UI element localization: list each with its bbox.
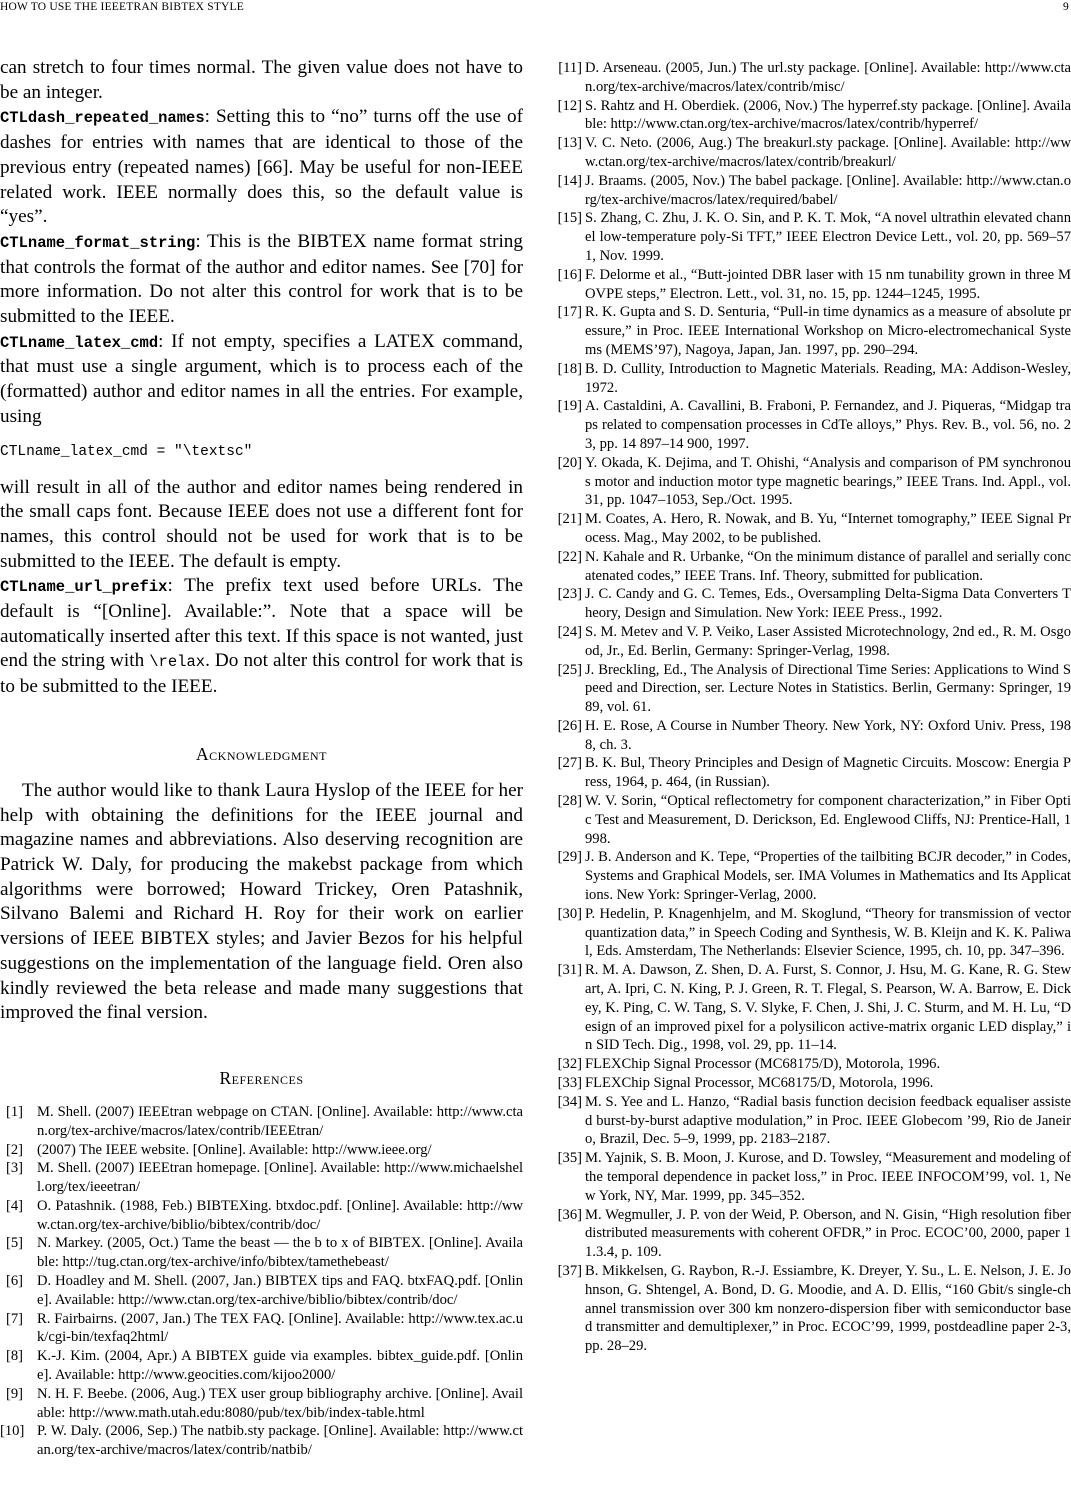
reference-number: [5] — [6, 1235, 24, 1252]
ctl-description-end: . Do not alter this control for work that is to be submitted to the IEEE. — [0, 650, 523, 698]
reference-item — [0, 1197, 523, 1235]
reference-text: M. Coates, A. Hero, R. Nowak, and B. Yu, “Internet tomography,” IEEE Signal Process. Mag., May 2002, to be published. — [585, 511, 1071, 546]
reference-item — [548, 754, 1071, 792]
reference-item — [548, 134, 1071, 172]
reference-number: [16] — [557, 266, 582, 283]
reference-text: P. W. Daly. (2006, Sep.) The natbib.sty package. [Online]. Available: http://www.ctan.org/tex-archive/macros/latex/contrib/natbib/ — [37, 1423, 523, 1459]
ctl-description: : If not empty, specifies a LATEX command, that must use a single argument, which is to process each of the (formatted) author and editor names in all the entries. For example, using — [0, 330, 523, 427]
reference-text: D. Hoadley and M. Shell. (2007, Jan.) BIBTEX tips and FAQ. btxFAQ.pdf. [Online]. Available: http://www.ctan.org/tex-archive/biblio/bibtex/contrib/doc/ — [37, 1273, 523, 1308]
reference-text: W. V. Sorin, “Optical reflectometry for component characterization,” in Fiber Optic Test and Measurement, D. Derickson, Ed. Englewood Cliffs, NJ: Prentice-Hall, 1998. — [585, 793, 1071, 847]
reference-item — [548, 1093, 1071, 1149]
reference-number: [3] — [6, 1160, 24, 1177]
reference-number: [14] — [557, 172, 582, 189]
reference-text: N. H. F. Beebe. (2006, Aug.) TEX user group bibliography archive. [Online]. Available: http://www.math.utah.edu:8080/pub/tex/bib/index-table.html — [37, 1385, 523, 1421]
references-heading: References — [219, 1067, 304, 1088]
reference-text: FLEXChip Signal Processor, MC68175/D, Motorola, 1996. — [585, 1075, 934, 1092]
right-column — [548, 59, 1071, 1356]
relax-command: \relax — [149, 653, 206, 672]
reference-number: [34] — [557, 1093, 582, 1110]
reference-number: [24] — [557, 623, 582, 640]
reference-text: J. C. Candy and G. C. Temes, Eds., Oversampling Delta-Sigma Data Converters Theory, Design and Simulation. New York: IEEE Press., 1992. — [585, 586, 1071, 622]
reference-item — [548, 454, 1071, 510]
references-list-left — [0, 1103, 523, 1460]
reference-text: R. Fairbairns. (2007, Jan.) The TEX FAQ. [Online]. Available: http://www.tex.ac.uk/cgi-bin/texfaq2html/ — [37, 1310, 523, 1346]
reference-number: [33] — [557, 1075, 582, 1092]
reference-number: [31] — [557, 962, 582, 979]
reference-number: [23] — [557, 586, 582, 603]
reference-number: [2] — [6, 1141, 24, 1158]
reference-item — [548, 623, 1071, 661]
reference-item — [0, 1385, 523, 1423]
reference-text: B. K. Bul, Theory Principles and Design of Magnetic Circuits. Moscow: Energia Press, 1964, p. 464, (in Russian). — [585, 755, 1071, 791]
reference-text: V. C. Neto. (2006, Aug.) The breakurl.sty package. [Online]. Available: http://www.ctan.org/tex-archive/macros/latex/contrib/breakurl/ — [585, 135, 1071, 170]
reference-item — [548, 961, 1071, 1055]
reference-number: [9] — [6, 1385, 24, 1402]
reference-number: [36] — [557, 1206, 582, 1223]
reference-number: [25] — [557, 661, 582, 678]
reference-text: J. Breckling, Ed., The Analysis of Directional Time Series: Applications to Wind Speed and Direction, ser. Lecture Notes in Statistics. Berlin, Germany: Springer, 1989, vol. 61. — [585, 661, 1071, 716]
reference-item — [548, 1262, 1071, 1356]
reference-number: [6] — [6, 1273, 24, 1290]
reference-number: [12] — [557, 97, 582, 114]
reference-text: P. Hedelin, P. Knagenhjelm, and M. Skoglund, “Theory for transmission of vector quantization data,” in Speech Coding and Synthesis, W. B. Kleijn and K. K. Paliwal, Eds. Amsterdam, The Netherlands: Elsevier Science, 1995, ch. 10, pp. 347–396. — [585, 905, 1071, 960]
paragraph-after-code: will result in all of the author and editor names being rendered in the small caps font. Because IEEE does not use a different font for names, this control should not be used for work that is to be submitted to the IEEE. The default is empty. — [0, 476, 523, 572]
paragraph-ctl-dash — [0, 105, 523, 230]
reference-number: [28] — [557, 793, 582, 810]
reference-number: [35] — [557, 1150, 582, 1167]
reference-text: M. Wegmuller, J. P. von der Weid, P. Oberson, and N. Gisin, “High resolution fiber distributed measurements with coherent OFDR,” in Proc. ECOC’00, 2000, paper 11.3.4, p. 109. — [585, 1206, 1071, 1261]
reference-number: [8] — [6, 1348, 24, 1365]
reference-item — [548, 1206, 1071, 1262]
reference-text: S. M. Metev and V. P. Veiko, Laser Assisted Microtechnology, 2nd ed., R. M. Osgood, Jr., Ed. Berlin, Germany: Springer-Verlag, 1998. — [585, 623, 1071, 659]
reference-number: [17] — [557, 304, 582, 321]
reference-text: D. Arseneau. (2005, Jun.) The url.sty package. [Online]. Available: http://www.ctan.org/tex-archive/macros/latex/contrib/misc/ — [585, 60, 1071, 95]
reference-number: [27] — [557, 755, 582, 772]
reference-number: [20] — [557, 454, 582, 471]
reference-text: S. Zhang, C. Zhu, J. K. O. Sin, and P. K. T. Mok, “A novel ultrathin elevated channel low-temperature poly-Si TFT,” IEEE Electron Device Lett., vol. 20, pp. 569–571, Nov. 1999. — [585, 210, 1071, 264]
ctl-term: CTLname_format_string — [0, 233, 196, 252]
reference-text: K.-J. Kim. (2004, Apr.) A BIBTEX guide via examples. bibtex_guide.pdf. [Online]. Available: http://www.geocities.com/kijoo2000/ — [37, 1348, 523, 1384]
reference-item — [548, 303, 1071, 359]
code-example: CTLname_latex_cmd = "\textsc" — [0, 443, 253, 460]
reference-item — [548, 1074, 1071, 1093]
reference-text: M. S. Yee and L. Hanzo, “Radial basis function decision feedback equaliser assisted burst-by-burst adaptive modulation,” in Proc. IEEE Globecom ’99, Rio de Janeiro, Brazil, Dec. 5–9, 1999, pp. 2183–2187. — [585, 1093, 1071, 1148]
reference-number: [18] — [557, 360, 582, 377]
reference-number: [26] — [557, 717, 582, 734]
reference-text: (2007) The IEEE website. [Online]. Available: http://www.ieee.org/ — [37, 1141, 432, 1158]
reference-number: [4] — [6, 1197, 24, 1214]
reference-text: R. K. Gupta and S. D. Senturia, “Pull-in time dynamics as a measure of absolute pressure,” in Proc. IEEE International Workshop on Micro-electromechanical Systems (MEMS’97), Nagoya, Japan, Jan. 1997, pp. 290–294. — [585, 304, 1071, 358]
reference-text: R. M. A. Dawson, Z. Shen, D. A. Furst, S. Connor, J. Hsu, M. G. Kane, R. G. Stewart, A. Ipri, C. N. King, P. J. Green, R. T. Flegal, S. Pearson, W. A. Barrow, E. Dickey, K. Ping, C. W. Tang, S. V. Slyke, F. Chen, J. Shi, J. C. Sturm, and M. H. Lu, “Design of an improved pixel for a polysilicon active-matrix organic LED display,” in SID Tech. Dig., 1998, vol. 29, pp. 11–14. — [585, 962, 1071, 1054]
page-number: 9 — [1063, 1, 1069, 13]
reference-text: J. B. Anderson and K. Tepe, “Properties of the tailbiting BCJR decoder,” in Codes, Systems and Graphical Models, ser. IMA Volumes in Mathematics and Its Applications. New York: Springer-Verlag, 2000. — [585, 849, 1071, 904]
paragraph-ctl-latex — [0, 330, 523, 430]
reference-text: N. Kahale and R. Urbanke, “On the minimum distance of parallel and serially concatenated codes,” IEEE Trans. Inf. Theory, submitted for publication. — [585, 548, 1071, 584]
reference-item — [548, 585, 1071, 623]
reference-item — [0, 1272, 523, 1310]
reference-number: [29] — [557, 849, 582, 866]
reference-text: M. Shell. (2007) IEEEtran homepage. [Online]. Available: http://www.michaelshell.org/tex/ieeetran/ — [37, 1160, 523, 1196]
left-column — [0, 56, 523, 1460]
reference-number: [37] — [557, 1263, 582, 1279]
reference-text: FLEXChip Signal Processor (MC68175/D), Motorola, 1996. — [585, 1056, 941, 1073]
reference-item — [548, 510, 1071, 548]
reference-item — [548, 1149, 1071, 1205]
reference-item — [0, 1141, 523, 1160]
paragraph-ctl-url — [0, 574, 523, 700]
reference-text: S. Rahtz and H. Oberdiek. (2006, Nov.) The hyperref.sty package. [Online]. Available: http://www.ctan.org/tex-archive/macros/latex/contrib/hyperref/ — [585, 97, 1071, 133]
reference-text: B. Mikkelsen, G. Raybon, R.-J. Essiambre, K. Dreyer, Y. Su., L. E. Nelson, J. E. Johnson, G. Shtengel, A. Bond, D. G. Moodie, and A. D. Ellis, “160 Gbit/s single-channel transmission over 300 km nonzero-dispersion fiber with semiconductor based transmitter and demultiplexer,” in Proc. ECOC’99, 1999, postdeadline paper 2-3, pp. 28–29. — [585, 1263, 1071, 1355]
ctl-term: CTLname_latex_cmd — [0, 333, 159, 352]
acknowledgment-text: The author would like to thank Laura Hyslop of the IEEE for her help with obtaining the definitions for the IEEE journal and magazine names and abbreviations. Also deserving recognition are Patrick W. Daly, for producing the makebst package from which algorithms were borrowed; Howard Trickey, Oren Patashnik, Silvano Balemi and Richard H. Roy for their work on earlier versions of IEEE BIBTEX styles; and Javier Bezos for his helpful suggestions on the implementation of the language field. Oren also kindly reviewed the beta release and made many suggestions that improved the final version. — [0, 779, 523, 1024]
reference-number: [19] — [557, 398, 582, 415]
reference-item — [548, 97, 1071, 135]
reference-number: [30] — [557, 905, 582, 922]
reference-item — [0, 1159, 523, 1197]
reference-number: [32] — [557, 1056, 582, 1073]
reference-item — [0, 1347, 523, 1385]
reference-text: N. Markey. (2005, Oct.) Tame the beast — the b to x of BIBTEX. [Online]. Available: http://tug.ctan.org/tex-archive/info/bibtex/tamethebeast/ — [37, 1235, 523, 1271]
paragraph-ctl-format — [0, 230, 523, 330]
reference-number: [21] — [557, 511, 582, 528]
ctl-description: : The prefix text used before URLs. The default is “[Online]. Available:”. Note that a space will be automatically inserted after this text. If this space is not wanted, just end the string with — [0, 575, 523, 672]
reference-text: Y. Okada, K. Dejima, and T. Ohishi, “Analysis and comparison of PM synchronous motor and induction motor type magnetic bearings,” IEEE Trans. Ind. Appl., vol. 31, pp. 1047–1053, Sep./Oct. 1995. — [585, 454, 1071, 509]
reference-text: F. Delorme et al., “Butt-jointed DBR laser with 15 nm tunability grown in three MOVPE steps,” Electron. Lett., vol. 31, no. 15, pp. 1244–1245, 1995. — [585, 266, 1071, 302]
reference-item — [548, 905, 1071, 961]
reference-item — [548, 848, 1071, 904]
running-head-title: HOW TO USE THE IEEETRAN BIBTEX STYLE — [0, 1, 244, 13]
reference-text: J. Braams. (2005, Nov.) The babel package. [Online]. Available: http://www.ctan.org/tex-archive/macros/latex/required/babel/ — [585, 172, 1071, 208]
reference-number: [22] — [557, 548, 582, 565]
reference-text: A. Castaldini, A. Cavallini, B. Fraboni, P. Fernandez, and J. Piqueras, “Midgap traps related to compensation processes in CdTe alloys,” Phys. Rev. B., vol. 56, no. 23, pp. 14 897–14 900, 1997. — [585, 398, 1071, 452]
ctl-description: : This is the BIBTEX name format string that controls the format of the author and editor names. See [70] for more information. Do not alter this control for work that is to be submitted to the IEEE. — [0, 230, 523, 328]
reference-item — [548, 792, 1071, 848]
reference-number: [1] — [6, 1103, 24, 1120]
reference-item — [0, 1234, 523, 1272]
paragraph-stretch: can stretch to four times normal. The given value does not have to be an integer. — [0, 57, 523, 103]
reference-text: O. Patashnik. (1988, Feb.) BIBTEXing. btxdoc.pdf. [Online]. Available: http://www.ctan.org/tex-archive/biblio/bibtex/contrib/doc/ — [37, 1197, 523, 1233]
reference-text: M. Shell. (2007) IEEEtran webpage on CTAN. [Online]. Available: http://www.ctan.org/tex-archive/macros/latex/contrib/IEEEtran/ — [37, 1103, 523, 1139]
reference-number: [7] — [6, 1310, 24, 1327]
reference-text: B. D. Cullity, Introduction to Magnetic Materials. Reading, MA: Addison-Wesley, 1972. — [585, 360, 1071, 396]
reference-item — [548, 1055, 1071, 1074]
reference-item — [0, 1310, 523, 1348]
ctl-term: CTLdash_repeated_names — [0, 109, 205, 128]
reference-item — [548, 209, 1071, 265]
reference-item — [548, 172, 1071, 210]
reference-item — [0, 1103, 523, 1141]
running-head — [0, 0, 1071, 16]
references-list-right — [548, 59, 1071, 1356]
reference-number: [13] — [557, 135, 582, 152]
reference-item — [548, 360, 1071, 398]
reference-item — [548, 59, 1071, 97]
acknowledgment-heading: Acknowledgment — [196, 743, 327, 764]
reference-item — [0, 1422, 523, 1460]
reference-text: H. E. Rose, A Course in Number Theory. New York, NY: Oxford Univ. Press, 1988, ch. 3. — [585, 717, 1071, 753]
reference-item — [548, 661, 1071, 717]
ctl-term: CTLname_url_prefix — [0, 578, 168, 597]
reference-number: [15] — [557, 210, 582, 227]
ctl-description: : Setting this to “no” turns off the use of dashes for entries with names that are identical to those of the previous entry (repeated names) [66]. May be useful for non-IEEE related work. IEEE normally does this, so the default value is “yes”. — [0, 106, 523, 228]
reference-item — [548, 266, 1071, 304]
reference-number: [11] — [558, 60, 582, 76]
reference-item — [548, 397, 1071, 453]
reference-text: M. Yajnik, S. B. Moon, J. Kurose, and D. Towsley, “Measurement and modeling of the temporal dependence in packet loss,” in Proc. IEEE INFOCOM’99, vol. 1, New York, NY, Mar. 1999, pp. 345–352. — [585, 1150, 1071, 1204]
reference-number: [10] — [0, 1423, 25, 1440]
reference-item — [548, 548, 1071, 586]
reference-item — [548, 717, 1071, 755]
